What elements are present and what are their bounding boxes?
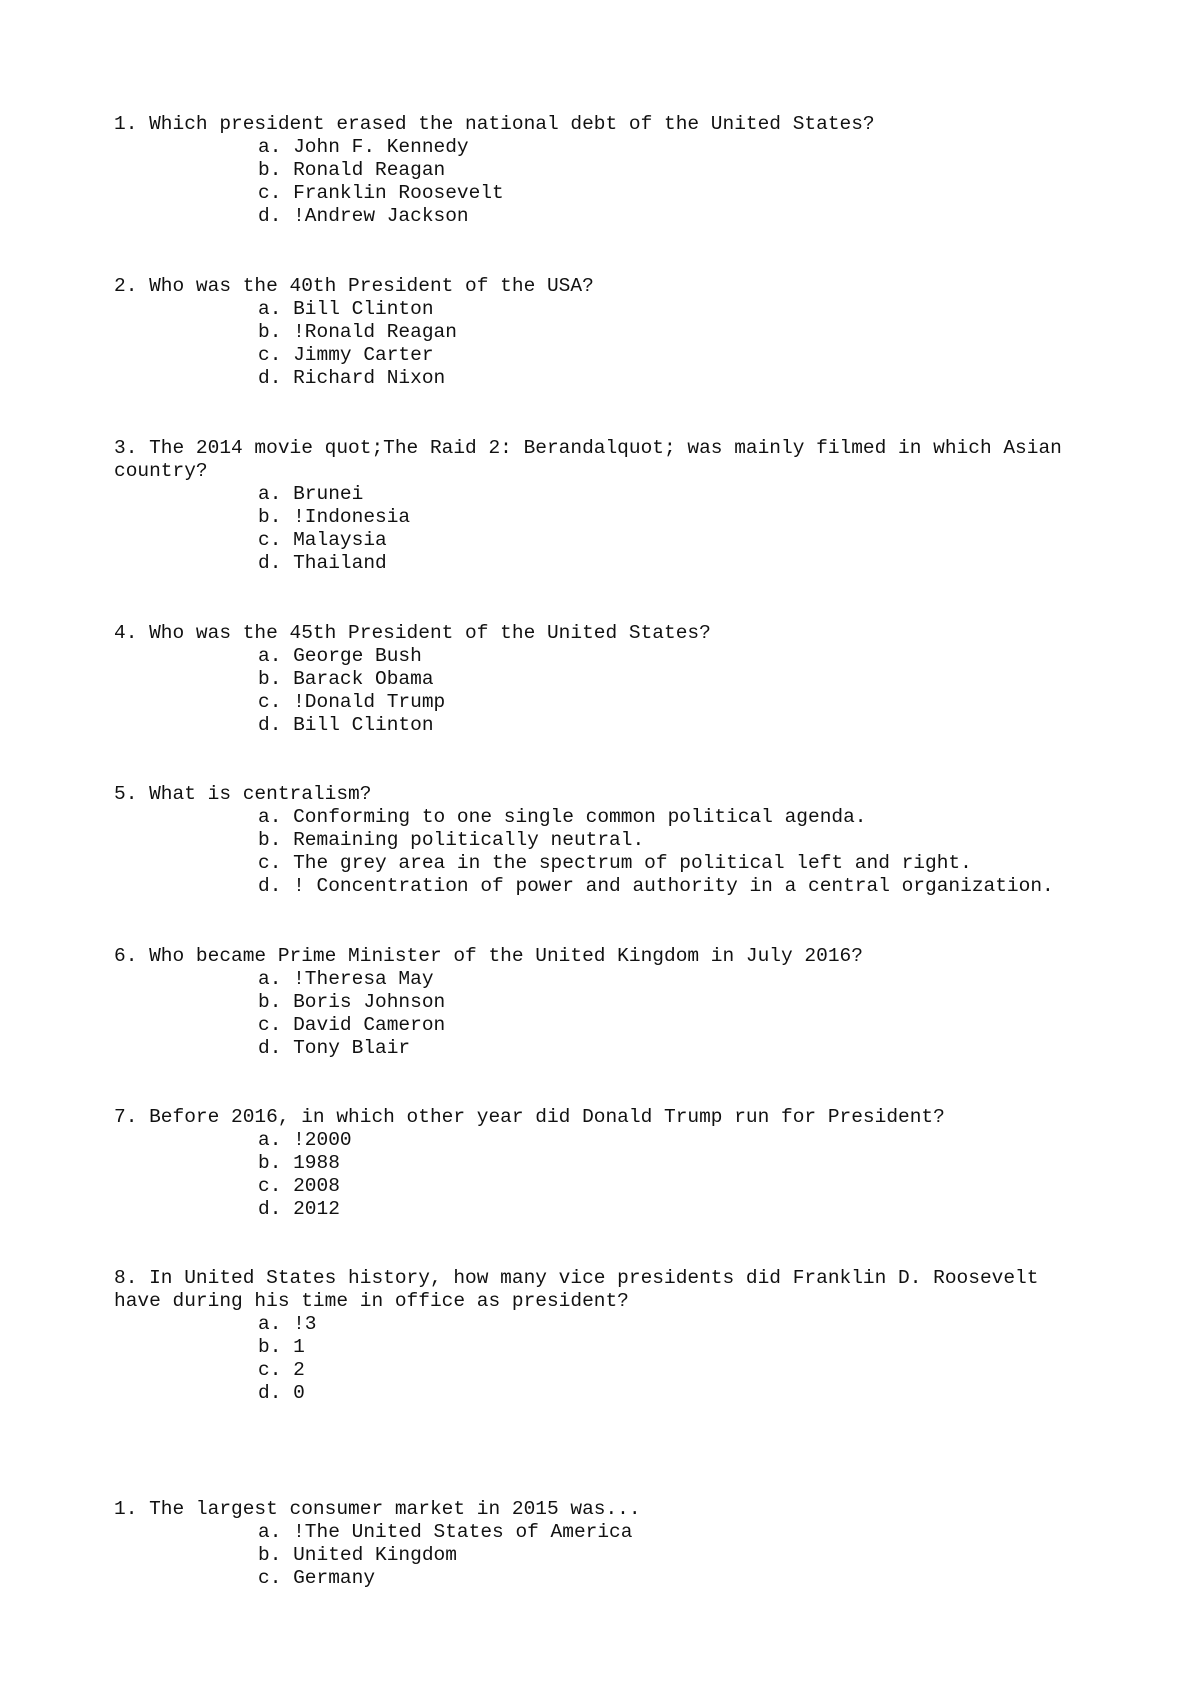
answer-options — [114, 298, 1114, 390]
answer-option: b. Boris Johnson — [258, 991, 446, 1013]
answer-option: b. United Kingdom — [258, 1544, 457, 1566]
answer-options — [114, 136, 1114, 228]
question-block-3 — [114, 437, 1114, 575]
question-block-8 — [114, 1267, 1114, 1405]
answer-option: b. Remaining politically neutral. — [258, 829, 645, 851]
question-text: 2. Who was the 40th President of the USA? — [114, 275, 594, 297]
answer-option: a. !The United States of America — [258, 1521, 633, 1543]
question-block-2 — [114, 275, 1114, 390]
question-block-9 — [114, 1498, 1114, 1590]
answer-options — [114, 806, 1114, 898]
answer-option: c. 2 — [258, 1359, 305, 1381]
answer-option: a. !3 — [258, 1313, 317, 1335]
question-text: 4. Who was the 45th President of the United States? — [114, 622, 711, 644]
answer-option: d. !Andrew Jackson — [258, 205, 469, 227]
answer-option: c. Franklin Roosevelt — [258, 182, 504, 204]
answer-option: a. Bill Clinton — [258, 298, 434, 320]
question-text: 1. The largest consumer market in 2015 was... — [114, 1498, 641, 1520]
question-block-7 — [114, 1106, 1114, 1221]
answer-option: d. Richard Nixon — [258, 367, 446, 389]
question-block-5 — [114, 783, 1114, 898]
question-block-1 — [114, 113, 1114, 228]
answer-option: c. David Cameron — [258, 1014, 446, 1036]
answer-option: b. 1988 — [258, 1152, 340, 1174]
answer-option: a. Brunei — [258, 483, 364, 505]
answer-options — [114, 1313, 1114, 1405]
answer-option: c. Jimmy Carter — [258, 344, 434, 366]
question-text: 3. The 2014 movie quot;The Raid 2: Berandalquot; was mainly filmed in which Asian country? — [114, 437, 1074, 482]
answer-option: a. John F. Kennedy — [258, 136, 469, 158]
answer-option: b. !Ronald Reagan — [258, 321, 457, 343]
answer-option: b. 1 — [258, 1336, 305, 1358]
answer-option: a. Conforming to one single common political agenda. — [258, 806, 867, 828]
answer-option: b. !Indonesia — [258, 506, 411, 528]
answer-options — [114, 1521, 1114, 1590]
answer-option: c. 2008 — [258, 1175, 340, 1197]
answer-options — [114, 645, 1114, 737]
answer-options — [114, 968, 1114, 1060]
answer-option: d. ! Concentration of power and authority in a central organization. — [258, 875, 1054, 897]
answer-options — [114, 1129, 1114, 1221]
question-block-6 — [114, 945, 1114, 1060]
answer-option: d. 0 — [258, 1382, 305, 1404]
answer-option: a. George Bush — [258, 645, 422, 667]
answer-option: c. The grey area in the spectrum of political left and right. — [258, 852, 972, 874]
answer-option: d. 2012 — [258, 1198, 340, 1220]
question-text: 5. What is centralism? — [114, 783, 372, 805]
question-text: 7. Before 2016, in which other year did Donald Trump run for President? — [114, 1106, 945, 1128]
answer-option: a. !Theresa May — [258, 968, 434, 990]
answer-option: d. Thailand — [258, 552, 387, 574]
answer-option: b. Barack Obama — [258, 668, 434, 690]
question-text: 1. Which president erased the national debt of the United States? — [114, 113, 875, 135]
answer-option: d. Bill Clinton — [258, 714, 434, 736]
question-text: 6. Who became Prime Minister of the United Kingdom in July 2016? — [114, 945, 863, 967]
answer-option: c. Germany — [258, 1567, 376, 1589]
answer-option: b. Ronald Reagan — [258, 159, 446, 181]
answer-option: c. Malaysia — [258, 529, 387, 551]
answer-option: d. Tony Blair — [258, 1037, 411, 1059]
question-text: 8. In United States history, how many vice presidents did Franklin D. Roosevelt have during his time in office as president? — [114, 1267, 1051, 1312]
answer-options — [114, 483, 1114, 575]
answer-option: c. !Donald Trump — [258, 691, 446, 713]
answer-option: a. !2000 — [258, 1129, 352, 1151]
question-block-4 — [114, 622, 1114, 737]
